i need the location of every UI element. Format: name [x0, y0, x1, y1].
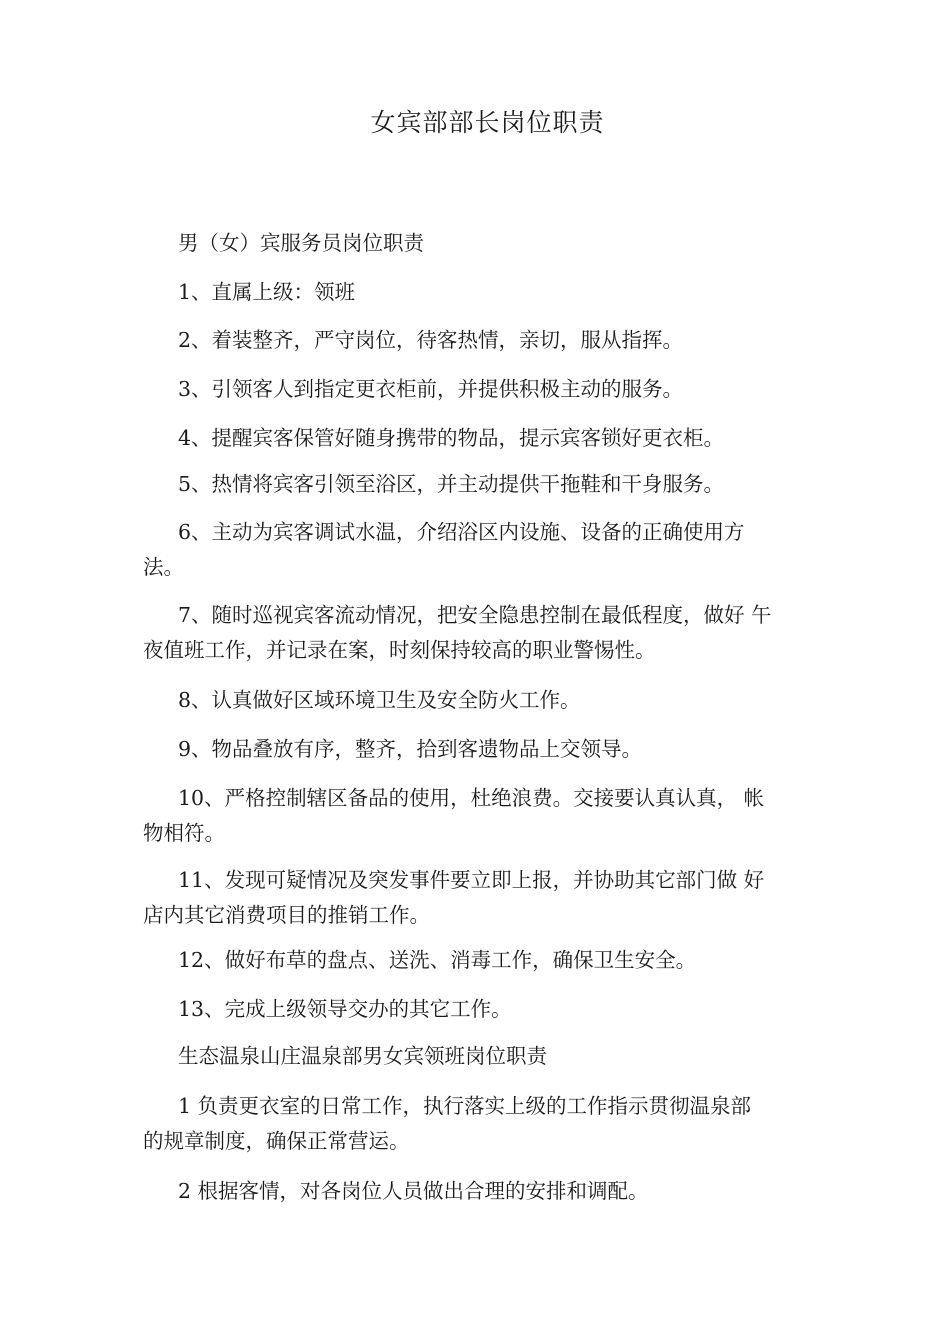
paragraph-line-continued: 物相符。	[143, 821, 225, 845]
duty-item	[143, 1174, 843, 1209]
duty-item	[143, 781, 843, 851]
duty-item	[143, 732, 843, 767]
paragraph-line-continued: 店内其它消费项目的推销工作。	[143, 903, 430, 927]
duty-item	[143, 598, 843, 668]
paragraph-line: 7、随时巡视宾客流动情况，把安全隐患控制在最低程度，做好 午	[178, 603, 772, 627]
paragraph-line: 5、热情将宾客引领至浴区，并主动提供干拖鞋和干身服务。	[178, 472, 725, 496]
section-heading	[143, 226, 843, 261]
paragraph-line-continued: 法。	[143, 555, 184, 579]
paragraph-line: 4、提醒宾客保管好随身携带的物品，提示宾客锁好更衣柜。	[178, 426, 725, 450]
paragraph-line: 13、完成上级领导交办的其它工作。	[178, 997, 512, 1021]
duty-item	[143, 943, 843, 978]
duty-item	[143, 683, 843, 718]
duty-item	[143, 1089, 843, 1159]
paragraph-line: 11、发现可疑情况及突发事件要立即上报，并协助其它部门做 好	[178, 868, 765, 892]
paragraph-line: 8、认真做好区域环境卫生及安全防火工作。	[178, 688, 581, 712]
duty-item	[143, 992, 843, 1027]
paragraph-line: 12、做好布草的盘点、送洗、消毒工作，确保卫生安全。	[178, 948, 697, 972]
paragraph-line: 9、物品叠放有序，整齐，拾到客遗物品上交领导。	[178, 737, 643, 761]
duty-item	[143, 421, 843, 456]
document-title: 女宾部部长岗位职责	[370, 108, 605, 137]
paragraph-line-continued: 夜值班工作，并记录在案，时刻保持较高的职业警惕性。	[143, 638, 656, 662]
paragraph-line: 男（女）宾服务员岗位职责	[178, 231, 424, 255]
duty-item	[143, 515, 843, 585]
paragraph-line: 10、严格控制辖区备品的使用，杜绝浪费。交接要认真认真， 帐	[178, 786, 765, 810]
paragraph-line: 2、着装整齐，严守岗位，待客热情，亲切，服从指挥。	[178, 328, 684, 352]
duty-item	[143, 372, 843, 407]
paragraph-line: 1 负责更衣室的日常工作，执行落实上级的工作指示贯彻温泉部	[178, 1094, 752, 1118]
duty-item	[143, 323, 843, 358]
paragraph-line: 6、主动为宾客调试水温，介绍浴区内设施、设备的正确使用方	[178, 520, 745, 544]
paragraph-line: 1、直属上级：领班	[178, 280, 356, 304]
duty-item	[143, 863, 843, 933]
paragraph-line: 2 根据客情，对各岗位人员做出合理的安排和调配。	[178, 1179, 649, 1203]
duty-item	[143, 467, 843, 502]
paragraph-line-continued: 的规章制度，确保正常营运。	[143, 1129, 410, 1153]
paragraph-line: 3、引领客人到指定更衣柜前，并提供积极主动的服务。	[178, 377, 684, 401]
section-heading	[143, 1039, 843, 1074]
duty-item	[143, 275, 843, 310]
paragraph-line: 生态温泉山庄温泉部男女宾领班岗位职责	[178, 1044, 547, 1068]
